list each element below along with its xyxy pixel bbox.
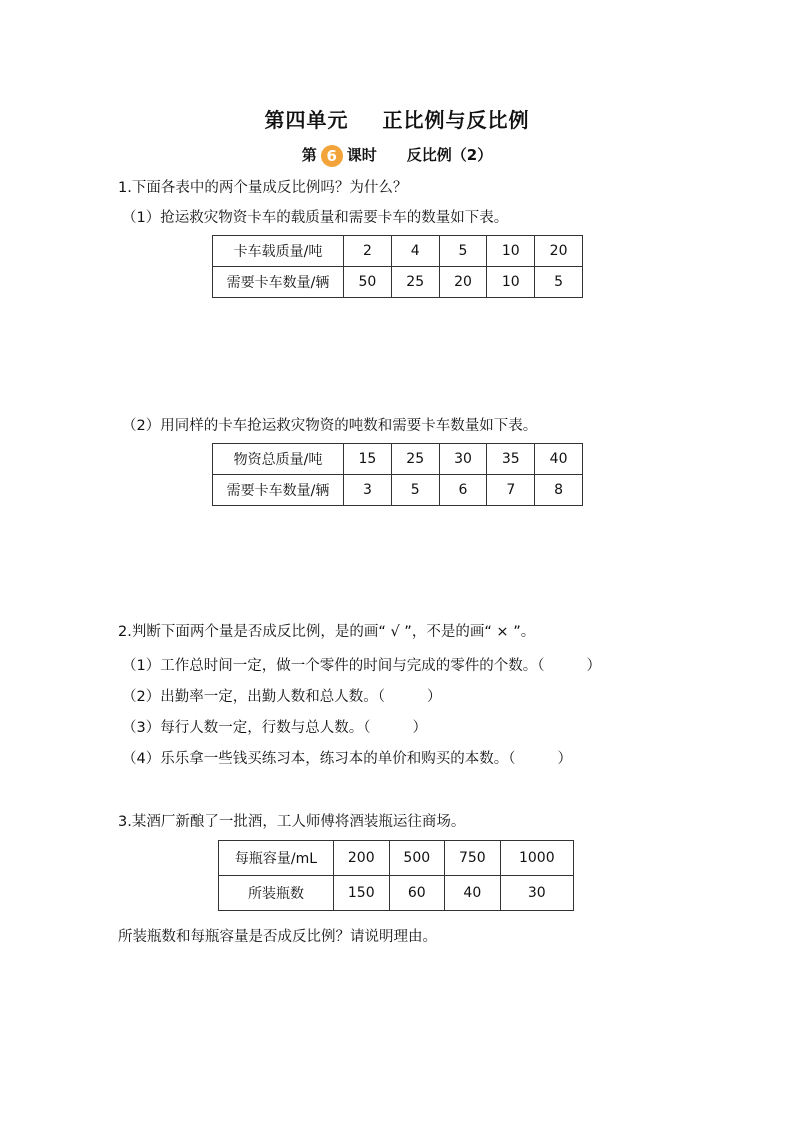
unit-title: 正比例与反比例	[382, 108, 530, 132]
q3-question: 所装瓶数和每瓶容量是否成反比例？请说明理由。	[118, 929, 437, 945]
table-cell: 4	[391, 236, 439, 267]
table-cell: 60	[389, 876, 445, 911]
table-cell: 卡车载质量/吨	[213, 236, 344, 267]
table-cell: 每瓶容量/mL	[219, 841, 334, 876]
table-row	[213, 444, 583, 475]
q3-table	[218, 840, 574, 911]
table-cell: 750	[445, 841, 501, 876]
q2-item-text: （1）工作总时间一定，做一个零件的时间与完成的零件的个数。（	[122, 658, 545, 674]
page-title	[0, 104, 794, 133]
q2-item-2	[122, 685, 441, 706]
lesson-heading	[0, 144, 794, 167]
table-cell: 6	[439, 475, 487, 506]
lesson-suffix: 课时	[346, 146, 377, 164]
lesson-title: 反比例（2）	[406, 146, 493, 164]
table-cell: 30	[439, 444, 487, 475]
q1-prompt: 1.下面各表中的两个量成反比例吗？为什么？	[118, 180, 408, 196]
table-cell: 5	[439, 236, 487, 267]
table-cell: 5	[391, 475, 439, 506]
table-cell: 15	[344, 444, 392, 475]
table-cell: 需要卡车数量/辆	[213, 267, 344, 298]
table-cell: 35	[487, 444, 535, 475]
lesson-number-badge: 6	[321, 145, 343, 167]
table-cell: 50	[344, 267, 392, 298]
table-cell: 7	[487, 475, 535, 506]
table-row	[213, 236, 583, 267]
q2-item-text: （4）乐乐拿一些钱买练习本，练习本的单价和购买的本数。（	[122, 751, 516, 767]
table-cell: 20	[439, 267, 487, 298]
table-cell: 10	[487, 236, 535, 267]
close-paren: ）	[557, 751, 572, 767]
table-row	[219, 876, 574, 911]
q1-part2-text: （2）用同样的卡车抢运救灾物资的吨数和需要卡车数量如下表。	[122, 418, 538, 434]
table-cell: 3	[344, 475, 392, 506]
q2-item-4	[122, 747, 572, 768]
table-row	[213, 475, 583, 506]
q2-item-text: （3）每行人数一定，行数与总人数。（	[122, 720, 371, 736]
close-paren: ）	[412, 720, 427, 736]
table-cell: 40	[535, 444, 583, 475]
table-cell: 30	[500, 876, 573, 911]
table-cell: 25	[391, 267, 439, 298]
table-cell: 150	[334, 876, 390, 911]
lesson-prefix: 第	[301, 146, 317, 164]
close-paren: ）	[426, 689, 442, 705]
q1-table2	[212, 443, 583, 506]
unit-label: 第四单元	[264, 108, 349, 132]
table-cell: 需要卡车数量/辆	[213, 475, 344, 506]
table-row	[213, 267, 583, 298]
table-cell: 物资总质量/吨	[213, 444, 344, 475]
table-row	[219, 841, 574, 876]
q2-item-text: （2）出勤率一定，出勤人数和总人数。（	[122, 689, 385, 705]
table-cell: 10	[487, 267, 535, 298]
table-cell: 8	[535, 475, 583, 506]
table-cell: 2	[344, 236, 392, 267]
table-cell: 200	[334, 841, 390, 876]
q1-table1	[212, 235, 583, 298]
table-cell: 20	[535, 236, 583, 267]
q1-part1-text: （1）抢运救灾物资卡车的载质量和需要卡车的数量如下表。	[122, 210, 509, 226]
table-cell: 5	[535, 267, 583, 298]
q2-item-1	[122, 654, 601, 675]
q2-prompt: 2.判断下面两个量是否成反比例，是的画“ √ ”，不是的画“ × ”。	[118, 624, 536, 640]
table-cell: 25	[391, 444, 439, 475]
q2-item-3	[122, 716, 427, 737]
close-paren: ）	[586, 658, 601, 674]
table-cell: 40	[445, 876, 501, 911]
table-cell: 所装瓶数	[219, 876, 334, 911]
q3-prompt: 3.某酒厂新酿了一批酒，工人师傅将酒装瓶运往商场。	[118, 814, 466, 830]
table-cell: 1000	[500, 841, 573, 876]
table-cell: 500	[389, 841, 445, 876]
